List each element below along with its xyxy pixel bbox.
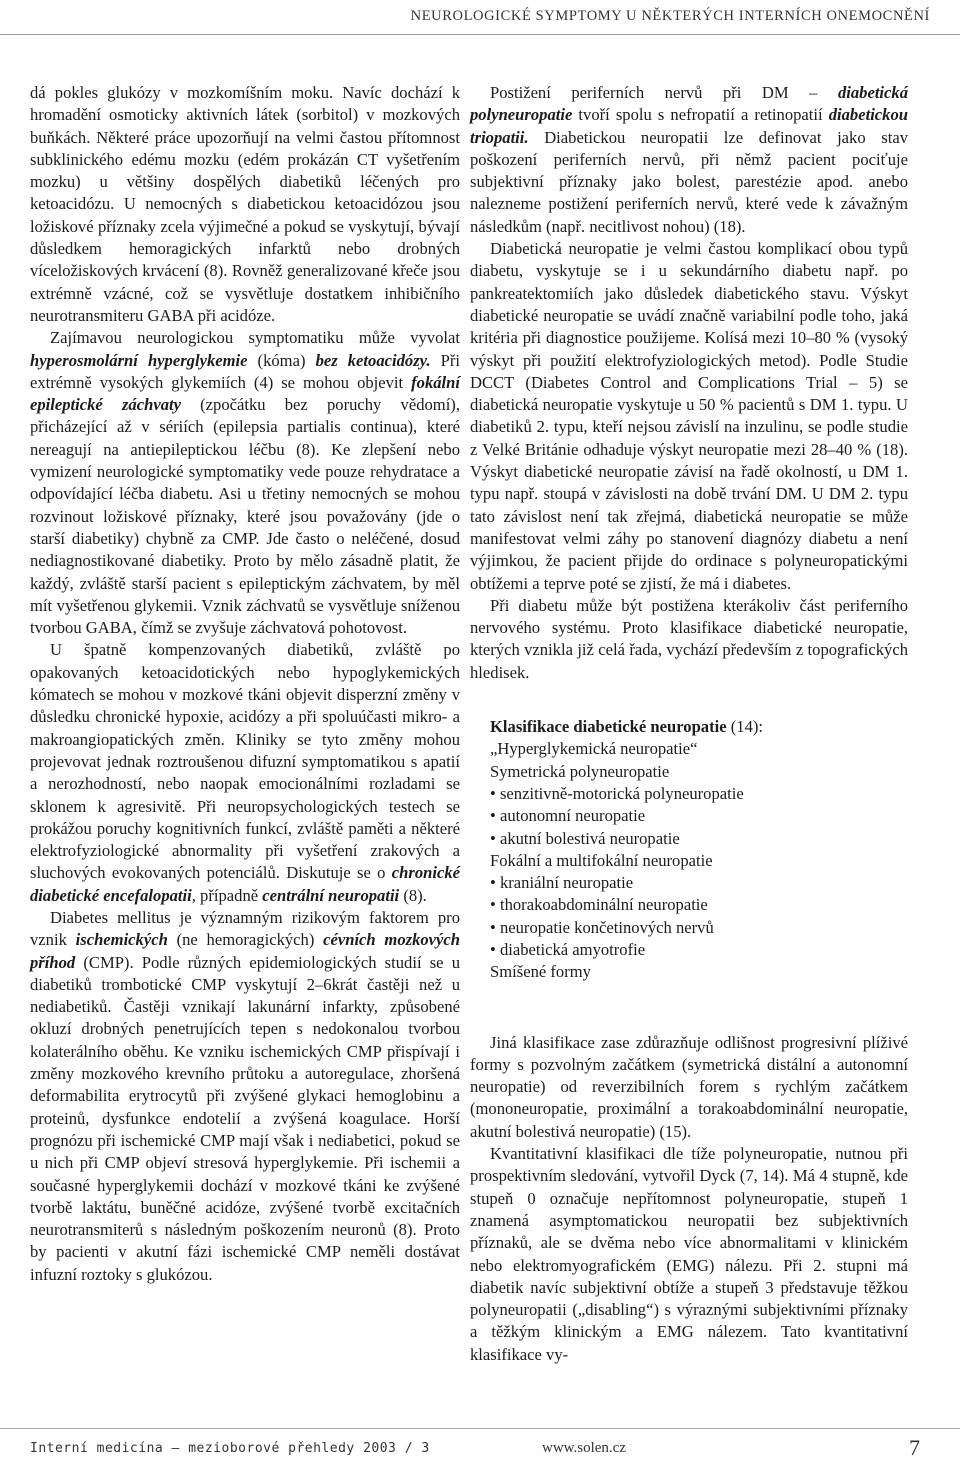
classification-item: • autonomní neuropatie bbox=[470, 805, 908, 827]
classification-list bbox=[470, 716, 908, 984]
page-number: 7 bbox=[909, 1435, 920, 1460]
right-paragraph-5: Kvantitativní klasifikaci dle tíže polyneuropatie, nutnou při prospektivním sledování, vytvořil Dyck (7, 14). Má 4 stupně, kde stupeň 0 označuje nepřítomnost polyneuropatie, stupeň 1 znamená asymptomatickou neuropatii bez subjektivních příznaků, ale se dvěma nebo více abnormalitami v klinickém nebo elektromyografickém (EMG) nálezu. Při 2. stupni má diabetik navíc subjektivní obtíže a stupeň 3 představuje těžkou polyneuropatii („disabling“) s výraznými subjektivními příznaky a těžkým klinickým a EMG nálezem. Tato kvantitativní klasifikace vy- bbox=[470, 1144, 908, 1364]
running-title: NEUROLOGICKÉ SYMPTOMY U NĚKTERÝCH INTERNÍCH ONEMOCNĚNÍ bbox=[410, 8, 930, 24]
left-column bbox=[30, 82, 460, 1286]
journal-name: Interní medicína – mezioborové přehledy 2003 / 3 bbox=[30, 1441, 430, 1456]
classification-item: • senzitivně-motorická polyneuropatie bbox=[470, 783, 908, 805]
website-link[interactable]: www.solen.cz bbox=[542, 1440, 627, 1456]
classification-group: „Hyperglykemická neuropatie“ bbox=[490, 739, 698, 759]
right-paragraph-3: Při diabetu může být postižena kterákoliv část periferního nervového systému. Proto klasifikace diabetické neuropatie, kterých vznikla již celá řada, vychází především z topografických hledisek. bbox=[470, 595, 908, 682]
left-paragraph-1: dá pokles glukózy v mozkomíšním moku. Navíc dochází k hromadění osmoticky aktivních látek (sorbitol) v mozkových buňkách. Některé práce upozorňují na velmi častou přítomnost subklinického edému mozku (edém prokázán CT vyšetřením mozku) u většiny dospělých diabetiků léčených pro ketoacidózu. U nemocných s diabetickou ketoacidózou jsou ložiskové příznaky zcela výjimečné a pokud se vyskytují, bývají důsledkem hemoragických infarktů nebo drobných víceložiskových krvácení (8). Rovněž generalizované křeče jsou extrémně vzácné, což se vysvětluje dostatkem inhibičního neurotransmiteru GABA při acidóze. bbox=[30, 83, 460, 325]
right-paragraph-2: Diabetická neuropatie je velmi častou komplikací obou typů diabetu, vyskytuje se i u sekundárního diabetu např. po pankreatektomiích jako důsledek diabetického stavu. Výskyt diabetické neuropatie se uvádí značně variabilní podle toho, jaká kritéria při diagnostice použijeme. Kolísá mezi 10–80 % (vysoký výskyt při použití elektrofyziologických metod). Podle Studie DCCT (Diabetes Control and Complications Trial – 5) se diabetická neuropatie vyskytuje u 50 % pacientů s DM 1. typu. U diabetiků 2. typu, kteří nejsou závislí na inzulinu, se podle studie z Velké Británie odhaduje výskyt neuropatie mezi 28–40 % (18). Výskyt diabetické neuropatie závisí na řadě okolností, u DM 1. typu např. stoupá v závislosti na době trvání DM. U DM 2. typu tato závislost není tak zřejmá, diabetická neuropatie se může manifestovat velmi záhy po stanovení diagnózy diabetu a není výjimkou, že pacient přijde do ordinace s polyneuropatickými obtížemi a teprve poté se zjistí, že má i diabetes. bbox=[470, 239, 908, 593]
classification-title: Klasifikace diabetické neuropatie (14): bbox=[490, 717, 764, 737]
page-footer bbox=[0, 1428, 960, 1469]
classification-item: • akutní bolestivá neuropatie bbox=[470, 828, 908, 850]
classification-group: Symetrická polyneuropatie bbox=[490, 761, 670, 781]
left-paragraph-3: U špatně kompenzovaných diabetiků, zvláště po opakovaných ketoacidotických nebo hypoglykemických kómatech se mohou v mozkové tkáni objevit disperzní změny v důsledku chronické hypoxie, acidózy a při spoluúčasti mikro- a makroangiopatických změn. Kliniky se tyto změny mohou projevovat jednak roztroušenou difuzní symptomatikou s apatií a nerozhodností, nebo naopak emocionálními rozladami se sklonem k agresivitě. Při neuropsychologických testech se prokážou poruchy kognitivních funkcí, zvláště paměti a některé elektrofyziologické abnormality při vyšetření zrakových a sluchových evokovaných potenciálů. Diskutuje se o chronické diabetické encefalopatii, případně centrální neuropatii (8). bbox=[30, 640, 460, 905]
right-column bbox=[470, 82, 908, 1366]
classification-item: • thorakoabdominální neuropatie bbox=[470, 894, 908, 916]
classification-group: Fokální a multifokální neuropatie bbox=[490, 850, 713, 870]
right-paragraph-1: Postižení periferních nervů při DM – diabetická polyneuropatie tvoří spolu s nefropatií a retinopatií diabetickou triopatii. Diabetickou neuropatii lze definovat jako stav poškození periferních nervů, při němž pacient pociťuje subjektivní příznaky jako bolest, parestézie apod. anebo nalezneme postižení periferních nervů, které vede k závažným následkům (např. necitlivost nohou) (18). bbox=[470, 83, 908, 236]
classification-item: • kraniální neuropatie bbox=[470, 872, 908, 894]
left-paragraph-2: Zajímavou neurologickou symptomatiku může vyvolat hyperosmolární hyperglykemie (kóma) bez ketoacidózy. Při extrémně vysokých glykemiích (4) se mohou objevit fokální epileptické záchvaty (zpočátku bez poruchy vědomí), přicházející až v sériích (epilepsia partialis continua), které nereagují na antiepileptickou léčbu (8). Ke zlepšení nebo vymizení neurologické symptomatiky vede pouze rehydratace a odpovídající léčba diabetu. Asi u třetiny nemocných se mohou rozvinout ložiskové příznaky, které jsou považovány (jde o starší diabetiky) chybně za CMP. Jde často o neléčené, dosud nediagnostikované diabetiky. Proto by mělo zásadně platit, že každý, zvláště starší pacient s epileptickým záchvatem, by měl mít vyšetřenou glykemii. Vznik záchvatů se vysvětluje sníženou tvorbou GABA, čímž se zvyšuje záchvatová pohotovost. bbox=[30, 328, 461, 638]
classification-item: • neuropatie končetinových nervů bbox=[470, 917, 908, 939]
right-paragraph-4: Jiná klasifikace zase zdůrazňuje odlišnost progresivní plíživé formy s pozvolným začátkem (symetrická distální a autonomní neuropatie) od reverzibilních forem s rychlým začátkem (mononeuropatie, proximální a torakoabdominální neuropatie, akutní bolestivá neuropatie) (15). bbox=[470, 1032, 908, 1141]
classification-item: • diabetická amyotrofie bbox=[470, 939, 908, 961]
running-header bbox=[0, 0, 960, 35]
classification-group: Smíšené formy bbox=[490, 962, 591, 982]
left-paragraph-4: Diabetes mellitus je významným rizikovým faktorem pro vznik ischemických (ne hemoragických) cévních mozkových příhod (CMP). Podle různých epidemiologických studií se u diabetiků trombotické CMP vyskytují 2–6krát častěji než u nediabetiků. Častěji vznikají lakunární infarkty, způsobené okluzí drobných penetrujících tepen s nedokonalou tvorbou kolaterálního oběhu. Ke vzniku ischemických CMP přispívají i změny mozkového krevního průtoku a autoregulace, zhoršená deformabilita erytrocytů při zvýšené glykaci hemoglobinu a proteinů, dysfunkce endotelií a zvýšená koagulace. Horší prognózu při ischemické CMP mají však i nediabetici, pokud se u nich při CMP objeví stresová hyperglykemie. Při ischemii a současné hyperglykemii dochází v mozkové tkáni ke zvýšené tvorbě laktátu, buněčné acidóze, zvýšené tvorbě excitačních neurotransmiterů s následným poškozením neuronů (8). Proto by pacienti v akutní fázi ischemické CMP neměli dostávat infuzní roztoky s glukózou. bbox=[30, 907, 460, 1284]
